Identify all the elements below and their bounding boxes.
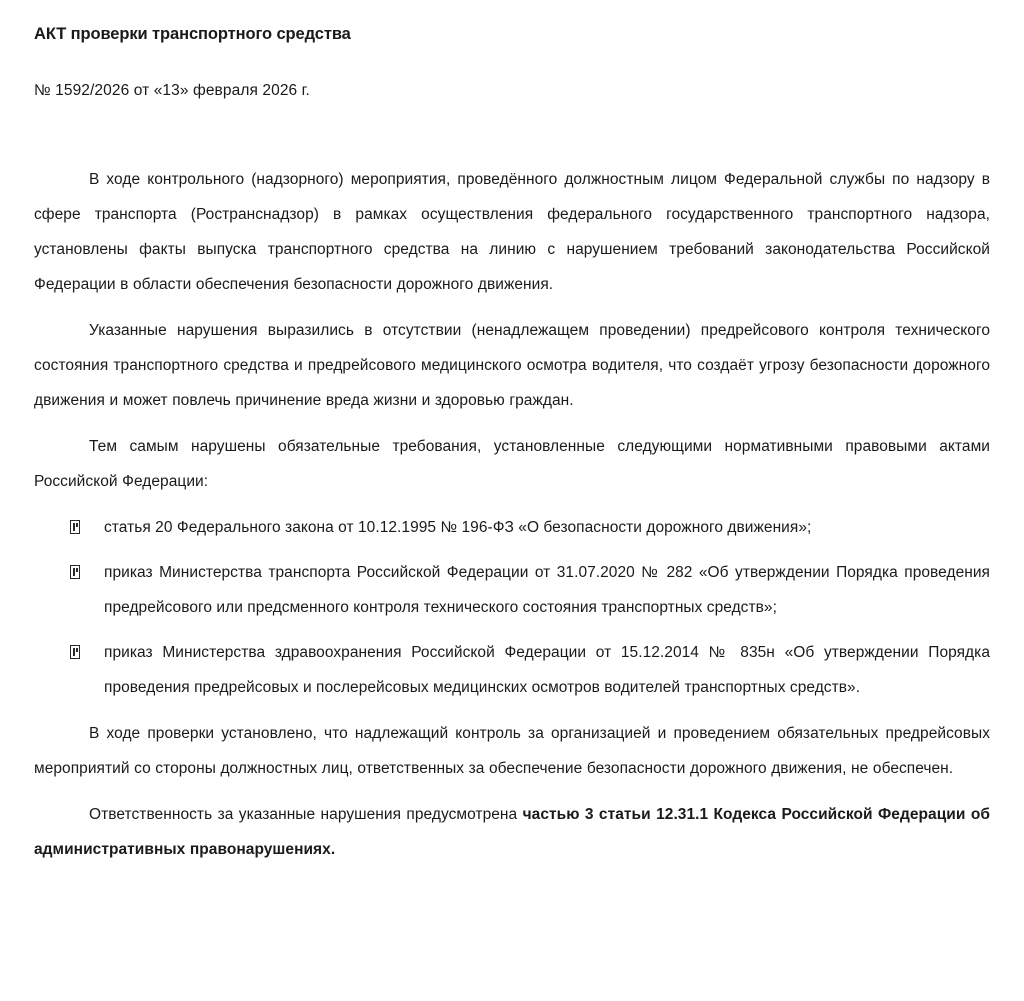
liability-legal-reference: частью 3 статьи 12.31.1 Кодекса Российской Федерации об административных правонарушениях. (34, 806, 990, 858)
liability-lead-text: Ответственность за указанные нарушения предусмотрена (89, 806, 523, 823)
paragraph-findings-intro: В ходе контрольного (надзорного) мероприятия, проведённого должностным лицом Федеральной службы по надзору в сфере транспорта (Ространснадзор) в рамках осуществления федерального государственного транспортного надзора, установлены факты выпуска транспортного средства на линию с нарушением требований законодательства Российской Федерации в области обеспечения безопасности дорожного движения. (34, 171, 990, 293)
list-item (34, 510, 990, 545)
paragraph-control-not-ensured: В ходе проверки установлено, что надлежащий контроль за организацией и проведением обязательных предрейсовых мероприятий со стороны должностных лиц, ответственных за обеспечение безопасности дорожного движения, не обеспечен. (34, 725, 990, 777)
paragraph-liability (34, 797, 990, 867)
list-item-text: приказ Министерства транспорта Российской Федерации от 31.07.2020 № 282 «Об утверждении Порядка проведения предрейсового или предсменного контроля технического состояния транспортных средств»; (104, 564, 990, 616)
list-item (34, 555, 990, 625)
list-item-text: приказ Министерства здравоохранения Российской Федерации от 15.12.2014 № 835н «Об утверждении Порядка проведения предрейсовых и послерейсовых медицинских осмотров водителей транспортных средств». (104, 644, 990, 696)
tofu-box-icon (70, 645, 80, 659)
paragraph-violation-description: Указанные нарушения выразились в отсутствии (ненадлежащем проведении) предрейсового контроля технического состояния транспортного средства и предрейсового медицинского осмотра водителя, что создаёт угрозу безопасности дорожного движения и может повлечь причинение вреда жизни и здоровью граждан. (34, 322, 990, 409)
document-number-and-date: № 1592/2026 от «13» февраля 2026 г. (34, 81, 310, 99)
document-conclusion (34, 716, 990, 867)
page-title: АКТ проверки транспортного средства (34, 25, 351, 43)
tofu-box-icon (70, 565, 80, 579)
tofu-box-icon (70, 520, 80, 534)
document-body (34, 162, 990, 867)
list-item (34, 635, 990, 705)
normative-acts-list (34, 510, 990, 705)
list-item-text: статья 20 Федерального закона от 10.12.1995 № 196-ФЗ «О безопасности дорожного движения»; (104, 519, 812, 536)
paragraph-normative-intro: Тем самым нарушены обязательные требования, установленные следующими нормативными правовыми актами Российской Федерации: (34, 438, 990, 490)
